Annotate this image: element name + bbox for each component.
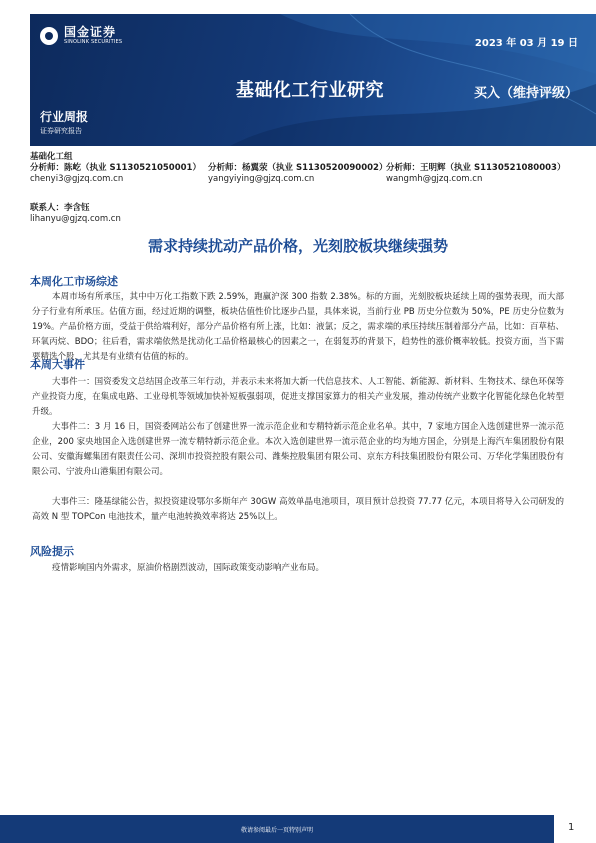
analyst-list [30, 163, 564, 185]
footer-disclaimer[interactable]: 敬请参阅最后一页特别声明 [240, 827, 313, 834]
analyst-email[interactable]: yangyiying@gjzq.com.cn [208, 174, 315, 184]
footer-bar [0, 815, 554, 843]
logo-name: 国金证券 [64, 25, 117, 39]
analyst-item [30, 163, 208, 185]
report-title: 基础化工行业研究 [236, 80, 384, 101]
analyst-name: 分析师：王明辉（执业 S1130521080003） [386, 163, 566, 173]
page-number: 1 [568, 822, 575, 833]
section-heading-market: 本周化工市场综述 [30, 275, 118, 288]
document-type: 行业周报 [40, 110, 89, 124]
analyst-block [30, 152, 564, 225]
contact-person [30, 203, 564, 225]
section-heading-events: 本周大事件 [30, 358, 85, 371]
risk-paragraph: 疫情影响国内外需求，原油价格剧烈波动，国际政策变动影响产业布局。 [52, 563, 325, 573]
logo-english-name: SINOLINK SECURITIES [64, 39, 123, 45]
research-group: 基础化工组 [30, 152, 73, 162]
analyst-name: 分析师：陈屹（执业 S1130521050001） [30, 163, 201, 173]
section-heading-risk: 风险提示 [30, 545, 74, 558]
report-date: 2023 年 03 月 19 日 [474, 38, 578, 49]
event-paragraph-3: 大事件三：隆基绿能公告，拟投资建设鄂尔多斯年产 30GW 高效单晶电池项目，项目预计总投资 77.77 亿元，本项目将导入公司研发的高效 N 型 TOPCon 电池技术，量产电池转换效率将达 25%以上。 [32, 497, 564, 522]
header-banner [30, 14, 596, 146]
contact-email[interactable]: lihanyu@gjzq.com.cn [30, 214, 121, 224]
event-paragraph-1: 大事件一：国资委发文总结国企改革三年行动，并表示未来将加大新一代信息技术、人工智能、新能源、新材料、生物技术、绿色环保等产业投资力度，在集成电路、工业母机等领域加快补短板强弱项，促进支撑国家算力的相关产业发展，推动传统产业数字化智能化绿色化转型升级。 [32, 377, 564, 417]
market-summary-paragraph: 本周市场有所承压，其中中万化工指数下跌 2.59%，跑赢沪深 300 指数 2.38%。标的方面，光刻胶板块延续上周的强势表现，而大部分子行业有所承压。估值方面，经过近期的调整，板块估值性价比逐步凸显，具体来说，当前行业 PB 历史分位数为 50%，PE 历史分位数为 19%。产品价格方面，受益于供给端利好，部分产品价格有所上涨，比如：液氯；反之，需求端的承压持续压制着部分产品，比如：百草枯、环氧丙烷、BDO；往后看，需求端依然是扰动化工品价格最核心的因素之一，在弱复苏的背景下，趋势性的涨价概率较低。投资方面，当下需要精选个股，尤其是有业绩有估值的标的。 [32, 292, 564, 362]
document-subtype: 证券研究报告 [40, 127, 82, 135]
analyst-email[interactable]: wangmh@gjzq.com.cn [386, 174, 483, 184]
main-headline: 需求持续扰动产品价格，光刻胶板块继续强势 [147, 237, 448, 255]
analyst-name: 分析师：杨翼荥（执业 S1130520090002） [208, 163, 388, 173]
company-logo [40, 26, 122, 46]
rating-label: 买入（维持评级） [473, 86, 578, 101]
logo-mark-icon [40, 27, 58, 45]
analyst-email[interactable]: chenyi3@gjzq.com.cn [30, 174, 124, 184]
analyst-item [208, 163, 386, 185]
contact-name: 联系人：李含钰 [30, 203, 90, 213]
event-paragraph-2: 大事件二：3 月 16 日，国资委网站公布了创建世界一流示范企业和专精特新示范企业名单。其中，7 家地方国企入选创建世界一流示范企业，200 家央地国企入选创建世界一流专精特新示范企业。本次入选创建世界一流示范企业的均为地方国企，分别是上海汽车集团股份有限公司、安徽海螺集团有限责任公司、深圳市投资控股有限公司、潍柴控股集团有限公司、京东方科技集团股份有限公司、万华化学集团股份有限公司、宁波舟山港集团有限公司。 [32, 422, 564, 477]
analyst-item [386, 163, 564, 185]
